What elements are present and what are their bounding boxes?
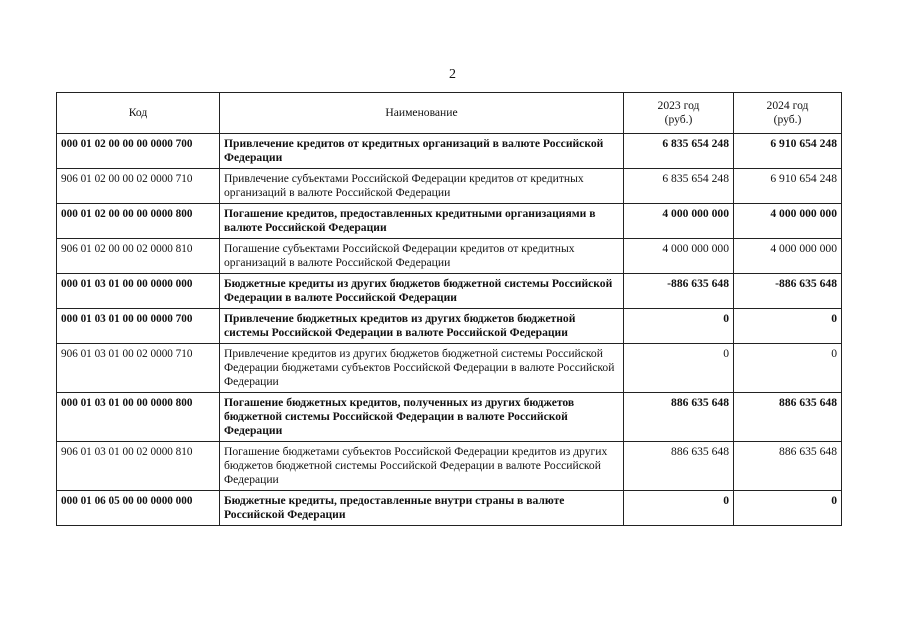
header-name-label: Наименование	[385, 106, 458, 119]
table-row	[57, 134, 842, 169]
row-name: Погашение бюджетами субъектов Российской Федерации кредитов из других бюджетов бюджетной системы Российской Федерации в валюте Российской Федерации	[220, 442, 624, 491]
table-header-row	[57, 93, 842, 134]
table-row	[57, 239, 842, 274]
row-value-2023: 0	[624, 309, 734, 344]
row-name: Привлечение субъектами Российской Федерации кредитов от кредитных организаций в валюте Российской Федерации	[220, 169, 624, 204]
header-year-2024-label: 2024 год	[766, 99, 809, 112]
row-name: Бюджетные кредиты, предоставленные внутри страны в валюте Российской Федерации	[220, 491, 624, 526]
row-name: Погашение бюджетных кредитов, полученных из других бюджетов бюджетной системы Российской Федерации в валюте Российской Федерации	[220, 393, 624, 442]
table-row	[57, 344, 842, 393]
row-value-2023: 886 635 648	[624, 393, 734, 442]
row-name: Погашение кредитов, предоставленных кредитными организациями в валюте Российской Федерации	[220, 204, 624, 239]
header-code-label: Код	[128, 106, 148, 119]
row-value-2024: 4 000 000 000	[734, 239, 842, 274]
table-row	[57, 491, 842, 526]
row-value-2024: 886 635 648	[734, 442, 842, 491]
table-row	[57, 274, 842, 309]
row-code: 000 01 03 01 00 00 0000 800	[57, 393, 220, 442]
row-code: 906 01 03 01 00 02 0000 810	[57, 442, 220, 491]
header-year-2023-label: 2023 год	[657, 99, 700, 112]
row-value-2023: 0	[624, 491, 734, 526]
table-row	[57, 442, 842, 491]
header-code	[57, 93, 220, 134]
row-code: 000 01 02 00 00 00 0000 800	[57, 204, 220, 239]
row-code: 906 01 02 00 00 02 0000 810	[57, 239, 220, 274]
row-name: Привлечение кредитов из других бюджетов бюджетной системы Российской Федерации бюджетами субъектов Российской Федерации в валюте Российской Федерации	[220, 344, 624, 393]
row-name: Погашение субъектами Российской Федерации кредитов от кредитных организаций в валюте Российской Федерации	[220, 239, 624, 274]
row-name: Привлечение бюджетных кредитов из других бюджетов бюджетной системы Российской Федерации в валюте Российской Федерации	[220, 309, 624, 344]
page-number: 2	[449, 67, 456, 82]
row-name: Привлечение кредитов от кредитных организаций в валюте Российской Федерации	[220, 134, 624, 169]
row-value-2024: 6 910 654 248	[734, 134, 842, 169]
row-code: 906 01 02 00 00 02 0000 710	[57, 169, 220, 204]
row-value-2023: 6 835 654 248	[624, 169, 734, 204]
row-code: 000 01 02 00 00 00 0000 700	[57, 134, 220, 169]
row-value-2024: 886 635 648	[734, 393, 842, 442]
row-value-2023: 0	[624, 344, 734, 393]
row-value-2024: -886 635 648	[734, 274, 842, 309]
row-value-2024: 0	[734, 309, 842, 344]
header-year-2024-unit: (руб.)	[773, 113, 802, 126]
row-value-2023: 886 635 648	[624, 442, 734, 491]
row-value-2023: 4 000 000 000	[624, 204, 734, 239]
table-row	[57, 309, 842, 344]
row-code: 000 01 06 05 00 00 0000 000	[57, 491, 220, 526]
row-code: 000 01 03 01 00 00 0000 700	[57, 309, 220, 344]
row-value-2023: -886 635 648	[624, 274, 734, 309]
table-body	[57, 134, 842, 526]
budget-sources-table	[56, 92, 842, 526]
row-value-2023: 4 000 000 000	[624, 239, 734, 274]
header-name	[220, 93, 624, 134]
row-code: 000 01 03 01 00 00 0000 000	[57, 274, 220, 309]
row-value-2023: 6 835 654 248	[624, 134, 734, 169]
header-year-2023-unit: (руб.)	[664, 113, 693, 126]
row-value-2024: 6 910 654 248	[734, 169, 842, 204]
row-value-2024: 4 000 000 000	[734, 204, 842, 239]
row-value-2024: 0	[734, 344, 842, 393]
table-row	[57, 169, 842, 204]
header-year-2023	[624, 93, 734, 134]
row-code: 906 01 03 01 00 02 0000 710	[57, 344, 220, 393]
header-year-2024	[734, 93, 842, 134]
row-name: Бюджетные кредиты из других бюджетов бюджетной системы Российской Федерации в валюте Российской Федерации	[220, 274, 624, 309]
table-row	[57, 204, 842, 239]
table-row	[57, 393, 842, 442]
row-value-2024: 0	[734, 491, 842, 526]
